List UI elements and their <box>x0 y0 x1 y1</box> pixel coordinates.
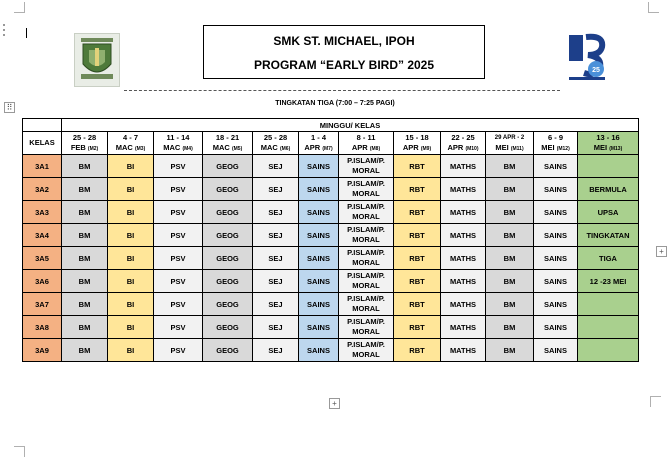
week-dates: 11 - 14 <box>166 132 190 142</box>
subject-cell: P.ISLAM/P. MORAL <box>339 247 394 270</box>
subject-cell: PSV <box>154 316 203 339</box>
week-month <box>154 143 202 154</box>
week-month-label: MAC <box>115 142 133 152</box>
subject-cell: BM <box>62 155 108 178</box>
week-code: (M9) <box>420 145 432 152</box>
add-row-icon[interactable]: + <box>329 398 340 409</box>
table-row <box>23 224 639 247</box>
table-row <box>23 270 639 293</box>
subject-cell: P.ISLAM/P. MORAL <box>339 224 394 247</box>
week-month-label: APR <box>351 142 368 152</box>
subject-cell: BM <box>486 224 534 247</box>
subject-cell: GEOG <box>203 201 253 224</box>
note-cell <box>578 316 639 339</box>
subject-cell: SEJ <box>253 270 299 293</box>
class-cell: 3A6 <box>23 270 62 293</box>
week-dates: 1 - 4 <box>310 132 326 142</box>
week-header-1 <box>62 132 108 155</box>
subject-cell: P.ISLAM/P. MORAL <box>339 293 394 316</box>
subject-cell: MATHS <box>441 155 486 178</box>
week-month <box>441 143 485 154</box>
week-dates: 22 - 25 <box>451 132 475 142</box>
subject-cell: BM <box>62 247 108 270</box>
week-dates: 15 - 18 <box>405 132 429 142</box>
week-month <box>299 143 338 154</box>
week-dates: 18 - 21 <box>215 132 240 142</box>
divider-line <box>124 90 560 91</box>
subject-cell: P.ISLAM/P. MORAL <box>339 178 394 201</box>
text-cursor <box>26 28 27 38</box>
week-dates: 4 - 7 <box>122 132 138 142</box>
subject-cell: SEJ <box>253 201 299 224</box>
subject-cell: BI <box>108 270 154 293</box>
subject-cell: SAINS <box>299 224 339 247</box>
subject-cell: RBT <box>394 270 441 293</box>
subject-cell: BM <box>486 316 534 339</box>
subject-cell: BM <box>62 178 108 201</box>
week-month <box>339 143 393 154</box>
subject-cell: SAINS <box>534 270 578 293</box>
subject-cell: GEOG <box>203 224 253 247</box>
table-row <box>23 316 639 339</box>
subject-cell: BI <box>108 224 154 247</box>
subject-cell: RBT <box>394 316 441 339</box>
subject-cell: PSV <box>154 270 203 293</box>
week-dates: 25 - 28 <box>72 132 97 142</box>
subject-cell: SAINS <box>299 155 339 178</box>
subject-cell: SAINS <box>299 293 339 316</box>
badge-number: 25 <box>592 67 600 74</box>
subject-cell: SAINS <box>534 316 578 339</box>
subject-cell: GEOG <box>203 339 253 362</box>
week-code: (M2) <box>87 145 99 152</box>
subject-cell: GEOG <box>203 178 253 201</box>
table-row <box>23 293 639 316</box>
week-code: (M3) <box>134 145 146 152</box>
week-month-label: MEI <box>541 142 555 152</box>
subject-cell: BM <box>486 155 534 178</box>
week-code: (M8) <box>369 145 381 152</box>
week-month-label: MAC <box>260 142 278 152</box>
week-header-6 <box>299 132 339 155</box>
drag-dots-icon[interactable] <box>3 24 6 38</box>
program-badge-logo <box>566 33 608 83</box>
week-header-10 <box>486 132 534 155</box>
week-month-label: MAC <box>212 142 230 152</box>
class-cell: 3A4 <box>23 224 62 247</box>
subject-cell: SAINS <box>534 339 578 362</box>
subject-cell: MATHS <box>441 270 486 293</box>
header-corner-cell <box>23 119 62 132</box>
subject-cell: BM <box>62 270 108 293</box>
week-month <box>108 143 153 154</box>
kelas-header: KELAS <box>23 132 62 155</box>
subject-cell: SEJ <box>253 316 299 339</box>
note-cell: TIGA <box>578 247 639 270</box>
class-cell: 3A2 <box>23 178 62 201</box>
subject-cell: BM <box>62 293 108 316</box>
week-month <box>253 143 298 154</box>
subject-cell: MATHS <box>441 224 486 247</box>
subject-cell: P.ISLAM/P. MORAL <box>339 201 394 224</box>
subject-cell: GEOG <box>203 293 253 316</box>
subject-cell: SEJ <box>253 293 299 316</box>
subject-cell: SAINS <box>534 224 578 247</box>
week-dates: 29 APR - 2 <box>494 134 525 141</box>
week-header-7 <box>339 132 394 155</box>
crop-mark-bottom-left <box>14 446 25 457</box>
week-header-12 <box>578 132 639 155</box>
subject-cell: SEJ <box>253 247 299 270</box>
week-month <box>203 143 252 154</box>
note-cell: BERMULA <box>578 178 639 201</box>
crop-mark-top-left <box>14 2 25 13</box>
week-dates: 13 - 16 <box>596 132 620 142</box>
subject-cell: RBT <box>394 178 441 201</box>
week-header-11 <box>534 132 578 155</box>
subject-cell: BM <box>486 339 534 362</box>
subject-cell: GEOG <box>203 247 253 270</box>
subject-cell: MATHS <box>441 178 486 201</box>
week-month-label: MAC <box>163 142 181 152</box>
subject-cell: SEJ <box>253 155 299 178</box>
class-cell: 3A5 <box>23 247 62 270</box>
subject-cell: SAINS <box>299 270 339 293</box>
subject-cell: BI <box>108 201 154 224</box>
subject-cell: SAINS <box>534 155 578 178</box>
week-month-label: APR <box>304 142 321 152</box>
week-month-label: MEI <box>593 142 608 152</box>
class-cell: 3A8 <box>23 316 62 339</box>
class-cell: 3A1 <box>23 155 62 178</box>
table-row <box>23 155 639 178</box>
subject-cell: SAINS <box>299 201 339 224</box>
subject-cell: RBT <box>394 293 441 316</box>
subject-cell: SEJ <box>253 224 299 247</box>
subject-cell: MATHS <box>441 293 486 316</box>
week-header-4 <box>203 132 253 155</box>
table-row <box>23 247 639 270</box>
subject-cell: SAINS <box>534 247 578 270</box>
school-crest-logo <box>74 33 120 87</box>
subject-cell: RBT <box>394 224 441 247</box>
week-code: (M10) <box>465 145 479 152</box>
subject-cell: BM <box>486 201 534 224</box>
subject-cell: BI <box>108 178 154 201</box>
add-column-icon[interactable]: + <box>656 246 667 257</box>
week-code: (M4) <box>182 145 193 152</box>
subject-cell: SAINS <box>534 178 578 201</box>
table-row <box>23 178 639 201</box>
subject-cell: BM <box>486 270 534 293</box>
subject-cell: RBT <box>394 201 441 224</box>
subject-cell: MATHS <box>441 247 486 270</box>
subject-cell: SAINS <box>299 339 339 362</box>
subject-cell: PSV <box>154 339 203 362</box>
subject-cell: P.ISLAM/P. MORAL <box>339 339 394 362</box>
week-month <box>62 143 107 154</box>
week-dates: 8 - 11 <box>356 132 376 142</box>
subject-cell: SAINS <box>534 293 578 316</box>
week-month-label: APR <box>402 142 419 152</box>
schedule-table <box>22 118 639 362</box>
week-header-5 <box>253 132 299 155</box>
week-header-9 <box>441 132 486 155</box>
subject-cell: P.ISLAM/P. MORAL <box>339 155 394 178</box>
subject-cell: BM <box>486 293 534 316</box>
week-header-3 <box>154 132 203 155</box>
subject-cell: BI <box>108 155 154 178</box>
week-month <box>486 143 533 154</box>
subject-cell: BM <box>62 224 108 247</box>
subject-cell: BI <box>108 293 154 316</box>
week-month <box>394 143 440 154</box>
subject-cell: GEOG <box>203 155 253 178</box>
class-cell: 3A9 <box>23 339 62 362</box>
note-cell: 12 -23 MEI <box>578 270 639 293</box>
crop-mark-bottom-right <box>650 396 661 407</box>
class-cell: 3A3 <box>23 201 62 224</box>
week-code: (M11) <box>510 145 524 152</box>
note-cell <box>578 293 639 316</box>
subject-cell: PSV <box>154 201 203 224</box>
week-month <box>578 143 638 154</box>
schedule-subtitle: TINGKATAN TIGA (7:00 – 7:25 PAGI) <box>275 100 395 107</box>
subject-cell: SEJ <box>253 339 299 362</box>
subject-cell: SAINS <box>299 316 339 339</box>
subject-cell: BM <box>62 316 108 339</box>
subject-cell: BI <box>108 339 154 362</box>
subject-cell: BM <box>486 247 534 270</box>
subject-cell: PSV <box>154 293 203 316</box>
week-code: (M5) <box>231 145 243 152</box>
week-dates: 25 - 28 <box>263 132 288 142</box>
note-cell <box>578 155 639 178</box>
subject-cell: BM <box>62 201 108 224</box>
class-cell: 3A7 <box>23 293 62 316</box>
subject-cell: MATHS <box>441 201 486 224</box>
subject-cell: PSV <box>154 247 203 270</box>
week-header-2 <box>108 132 154 155</box>
subject-cell: SEJ <box>253 178 299 201</box>
subject-cell: P.ISLAM/P. MORAL <box>339 316 394 339</box>
week-header-8 <box>394 132 441 155</box>
subject-cell: RBT <box>394 247 441 270</box>
week-code: (M6) <box>279 145 291 152</box>
subject-cell: PSV <box>154 155 203 178</box>
subject-cell: BI <box>108 247 154 270</box>
table-move-handle-icon[interactable]: ⠿ <box>4 102 15 113</box>
week-month-label: APR <box>447 142 464 152</box>
week-code: (M13) <box>609 145 623 152</box>
week-code: (M7) <box>322 145 333 152</box>
subject-cell: SAINS <box>299 178 339 201</box>
subject-cell: MATHS <box>441 339 486 362</box>
subject-cell: BM <box>486 178 534 201</box>
subject-cell: GEOG <box>203 316 253 339</box>
school-name: SMK ST. MICHAEL, IPOH <box>273 34 415 48</box>
subject-cell: GEOG <box>203 270 253 293</box>
note-cell: UPSA <box>578 201 639 224</box>
subject-cell: MATHS <box>441 316 486 339</box>
week-month-label: FEB <box>70 142 86 152</box>
group-header: MINGGU/ KELAS <box>62 119 639 132</box>
subject-cell: BI <box>108 316 154 339</box>
program-title: PROGRAM “EARLY BIRD” 2025 <box>253 58 435 72</box>
table-row <box>23 339 639 362</box>
crop-mark-top-right <box>648 2 659 13</box>
title-box <box>203 25 485 79</box>
subject-cell: RBT <box>394 339 441 362</box>
table-row <box>23 201 639 224</box>
subject-cell: PSV <box>154 178 203 201</box>
week-month <box>534 143 577 154</box>
subject-cell: SAINS <box>299 247 339 270</box>
note-cell: TINGKATAN <box>578 224 639 247</box>
subject-cell: P.ISLAM/P. MORAL <box>339 270 394 293</box>
subject-cell: PSV <box>154 224 203 247</box>
week-month-label: MEI <box>495 142 509 152</box>
subject-cell: BM <box>62 339 108 362</box>
week-code: (M12) <box>556 145 570 152</box>
subject-cell: SAINS <box>534 201 578 224</box>
week-dates: 6 - 9 <box>547 132 563 142</box>
note-cell <box>578 339 639 362</box>
subject-cell: RBT <box>394 155 441 178</box>
